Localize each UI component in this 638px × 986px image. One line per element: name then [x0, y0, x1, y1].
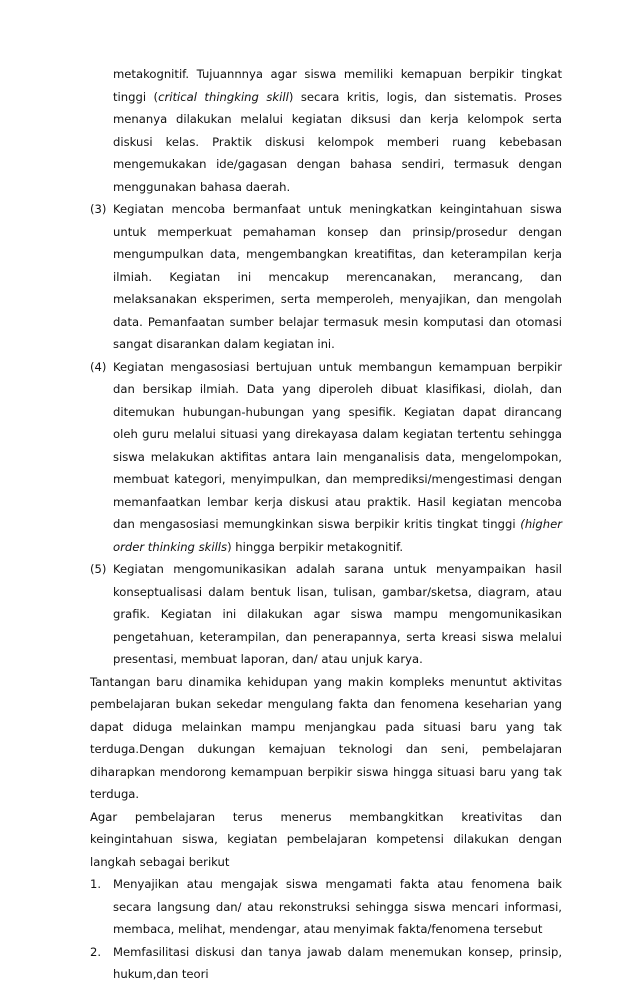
list-item-text — [113, 198, 562, 356]
step-number: 2. — [90, 944, 102, 959]
document-body — [90, 63, 562, 986]
text-run: Kegiatan mengasosiasi bertujuan untuk membangun kemampuan berpikir dan bersikap ilmiah. Data yang diperoleh dibuat klasifikasi, diolah, dan ditemukan hubungan-hubungan yang spesifik. Kegiatan dapat dirancang oleh guru melalui situasi yang direkayasa dalam kegiatan tertentu sehingga siswa melakukan aktifitas antara lain menganalisis data, mengelompokan, membuat kategori, menyimpulkan, dan memprediksi/mengestimasi dengan memanfaatkan lembar kerja diskusi atau praktik. Hasil kegiatan mencoba dan mengasosiasi memungkinkan siswa berpikir kritis tingkat tinggi — [113, 359, 562, 531]
paragraph-challenge: Tantangan baru dinamika kehidupan yang makin kompleks menuntut aktivitas pembelajaran bukan sekedar mengulang fakta dan fenomena keseharian yang dapat diduga melainkan mampu menjangkau pada situasi baru yang tak terduga.Dengan dukungan kemajuan teknologi dan seni, pembelajaran diharapkan mendorong kemampuan berpikir siswa hingga situasi baru yang tak terduga. — [90, 674, 562, 801]
italic-text-run: critical thingking skill — [158, 89, 289, 104]
text-run: metakognitif. Tujuannnya agar siswa memiliki kemapuan berpikir tingkat tinggi ( — [113, 67, 562, 104]
list-item-5 — [90, 558, 562, 671]
list-item-number: (3) — [90, 202, 107, 216]
list-item-number: (4) — [90, 359, 107, 374]
step-item-2 — [90, 941, 562, 986]
continued-paragraph — [113, 63, 562, 198]
list-item-number: (5) — [90, 562, 107, 576]
paragraph-steps-intro: Agar pembelajaran terus menerus membangkitkan kreativitas dan keingintahuan siswa, kegiatan pembelajaran kompetensi dilakukan dengan langkah sebagai berikut — [90, 809, 562, 869]
list-item-text — [113, 356, 562, 559]
step-item-1 — [90, 873, 562, 941]
list-item-3 — [90, 198, 562, 356]
text-run: Kegiatan mencoba bermanfaat untuk meningkatkan keingintahuan siswa untuk memperkuat pemahaman konsep dan prinsip/prosedur dengan mengumpulkan data, mengembangkan kreatifitas, dan keterampilan kerja ilmiah. Kegiatan ini mencakup merencanakan, merancang, dan melaksanakan eksperimen, serta memperoleh, menyajikan, dan mengolah data. Pemanfaatan sumber belajar termasuk mesin komputasi dan otomasi sangat disarankan dalam kegiatan ini. — [113, 202, 562, 351]
text-run: ) secara kritis, logis, dan sistematis. Proses menanya dilakukan melalui kegiatan diksusi dan kerja kelompok serta diskusi kelas. Praktik diskusi kelompok memberi ruang kebebasan mengemukakan ide/gagasan dengan bahasa sendiri, termasuk dengan menggunakan bahasa daerah. — [113, 89, 563, 194]
italic-text-run: (higher order thinking skills — [113, 517, 562, 554]
text-run: Kegiatan mengomunikasikan adalah sarana untuk menyampaikan hasil konseptualisasi dalam bentuk lisan, tulisan, gambar/sketsa, diagram, atau grafik. Kegiatan ini dilakukan agar siswa mampu mengomunikasikan pengetahuan, keterampilan, dan penerapannya, serta kreasi siswa melalui presentasi, membuat laporan, dan/ atau unjuk karya. — [113, 562, 562, 666]
step-text: Memfasilitasi diskusi dan tanya jawab dalam menemukan konsep, prinsip, hukum,dan teori — [113, 944, 562, 981]
list-item-4 — [90, 356, 562, 559]
list-item-text — [113, 558, 562, 671]
step-text: Menyajikan atau mengajak siswa mengamati fakta atau fenomena baik secara langsung dan/ atau rekonstruksi sehingga siswa mencari informasi, membaca, melihat, mendengar, atau menyimak fakta/fenomena tersebut — [113, 877, 562, 936]
step-number: 1. — [90, 877, 102, 891]
text-run: ) hingga berpikir metakognitif. — [227, 539, 404, 554]
